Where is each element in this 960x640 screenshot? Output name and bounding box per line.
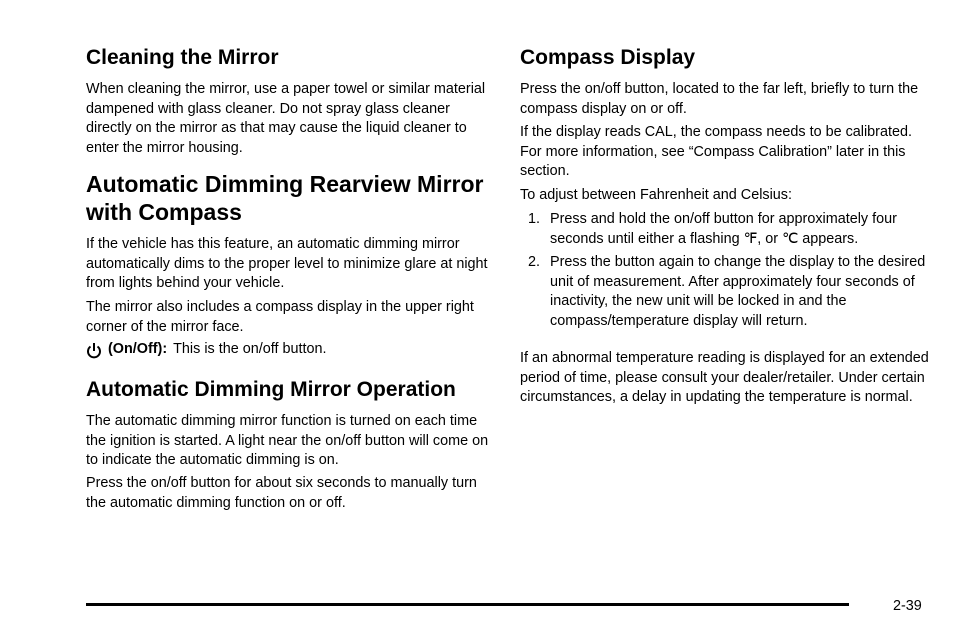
operation-heading: Automatic Dimming Mirror Operation bbox=[86, 378, 456, 401]
auto-dimming-paragraph-2: The mirror also includes a compass display in the upper right corner of the mirror face. bbox=[86, 299, 474, 335]
onoff-label: (On/Off): bbox=[108, 341, 168, 357]
auto-dimming-heading: Automatic Dimming Rearview Mirror with Compass bbox=[86, 171, 484, 225]
compass-paragraph-2: If the display reads CAL, the compass needs to be calibrated. For more information, see “Compass Calibration” later in this section. bbox=[520, 124, 912, 179]
compass-heading: Compass Display bbox=[520, 46, 696, 69]
operation-paragraph-1: The automatic dimming mirror function is turned on each time the ignition is started. A light near the on/off button will come on to indicate the automatic dimming is on. bbox=[86, 413, 489, 468]
onoff-description bbox=[86, 340, 326, 360]
operation-paragraph-2: Press the on/off button for about six seconds to manually turn the automatic dimming function on or off. bbox=[86, 475, 477, 511]
compass-paragraph-1: Press the on/off button, located to the far left, briefly to turn the compass display on or off. bbox=[520, 81, 919, 117]
auto-dimming-paragraph-1: If the vehicle has this feature, an automatic dimming mirror automatically dims to the proper level to minimize glare at night from lights behind your vehicle. bbox=[86, 236, 488, 291]
steps-list bbox=[520, 210, 940, 331]
page-number: 2-39 bbox=[893, 598, 922, 614]
list-item bbox=[520, 210, 940, 249]
cleaning-heading: Cleaning the Mirror bbox=[86, 46, 279, 69]
onoff-text: This is the on/off button. bbox=[173, 341, 327, 357]
cleaning-paragraph: When cleaning the mirror, use a paper towel or similar material dampened with glass cleaner. Do not spray glass cleaner directly on the mirror as that may cause the liquid cleaner to enter the mirror housing. bbox=[86, 81, 486, 156]
power-icon bbox=[86, 342, 102, 360]
compass-paragraph-3: To adjust between Fahrenheit and Celsius: bbox=[520, 187, 792, 203]
step-text: Press and hold the on/off button for approximately four seconds until either a flashing ℉, or ℃ appears. bbox=[550, 211, 897, 247]
step-number: 2. bbox=[528, 254, 541, 270]
step-number: 1. bbox=[528, 211, 541, 227]
compass-paragraph-4: If an abnormal temperature reading is displayed for an extended period of time, please consult your dealer/retailer. Under certain circumstances, a delay in updating the temperature is normal. bbox=[520, 350, 929, 405]
step-text: Press the button again to change the display to the desired unit of measurement. After approximately four seconds of inactivity, the new unit will be locked in and the compass/temperature display will return. bbox=[550, 254, 926, 329]
footer-rule bbox=[86, 603, 849, 606]
list-item bbox=[520, 253, 940, 331]
